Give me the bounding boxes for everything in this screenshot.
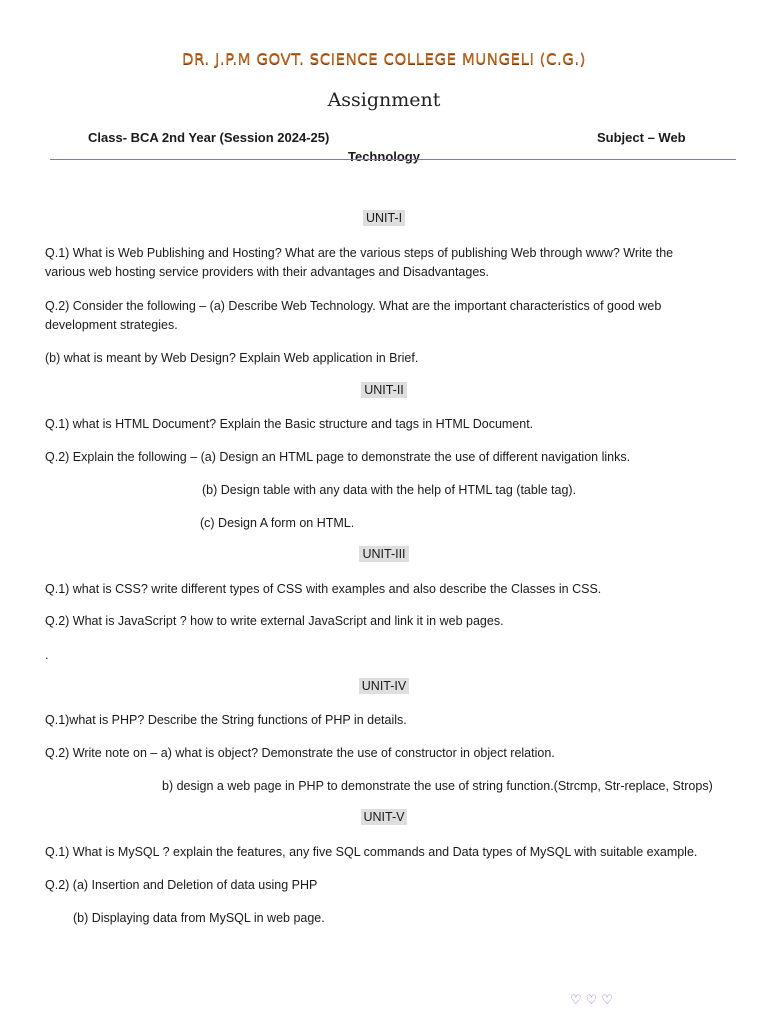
question-line: Q.1) what is HTML Document? Explain the Basic structure and tags in HTML Document.: [45, 417, 534, 431]
unit-heading: [0, 810, 768, 824]
subject-label: Subject – Web: [597, 130, 686, 145]
question-line: b) design a web page in PHP to demonstrate the use of string function.(Strcmp, Str-replace, Strops): [162, 779, 713, 793]
question-line: Q.2) (a) Insertion and Deletion of data using PHP: [45, 878, 318, 892]
question-line: Q.1) What is Web Publishing and Hosting? What are the various steps of publishing Web through www? Write the: [45, 246, 674, 260]
question-line: Q.1)what is PHP? Describe the String functions of PHP in details.: [45, 713, 407, 727]
question-line: Q.2) Write note on – a) what is object? Demonstrate the use of constructor in object relation.: [45, 746, 555, 760]
document-title: Assignment: [327, 89, 441, 111]
question-line: Q.2) Explain the following – (a) Design an HTML page to demonstrate the use of different navigation links.: [45, 450, 631, 464]
question-line: (b) what is meant by Web Design? Explain Web application in Brief.: [45, 351, 419, 365]
question-line: (b) Design table with any data with the help of HTML tag (table tag).: [202, 483, 577, 497]
question-line: Q.2) What is JavaScript ? how to write external JavaScript and link it in web pages.: [45, 614, 504, 628]
unit-title: UNIT-II: [361, 382, 407, 398]
question-line: Q.1) what is CSS? write different types of CSS with examples and also describe the Classes in CSS.: [45, 582, 602, 596]
question-line: various web hosting service providers with their advantages and Disadvantages.: [45, 265, 489, 279]
question-line: Q.1) What is MySQL ? explain the features, any five SQL commands and Data types of MySQL with suitable example.: [45, 845, 698, 859]
question-line: development strategies.: [45, 318, 178, 332]
college-name: DR. J.P.M GOVT. SCIENCE COLLEGE MUNGELI (C.G.): [181, 50, 586, 68]
stray-dot: .: [45, 648, 49, 662]
header-divider: [50, 159, 736, 160]
unit-heading: [0, 383, 768, 397]
question-line: (b) Displaying data from MySQL in web page.: [73, 911, 325, 925]
unit-heading: [0, 679, 768, 693]
class-info: Class- BCA 2nd Year (Session 2024-25): [88, 130, 330, 145]
heart-ornament-icon: ♡♡♡: [570, 992, 617, 1007]
unit-title: UNIT-V: [361, 809, 408, 825]
question-line: Q.2) Consider the following – (a) Describe Web Technology. What are the important characteristics of good web: [45, 299, 662, 313]
unit-title: UNIT-I: [363, 210, 405, 226]
unit-heading: [0, 211, 768, 225]
unit-heading: [0, 547, 768, 561]
unit-title: UNIT-IV: [359, 678, 409, 694]
question-line: (c) Design A form on HTML.: [200, 516, 355, 530]
unit-title: UNIT-III: [359, 546, 408, 562]
subject-label-continued: Technology: [348, 149, 420, 164]
